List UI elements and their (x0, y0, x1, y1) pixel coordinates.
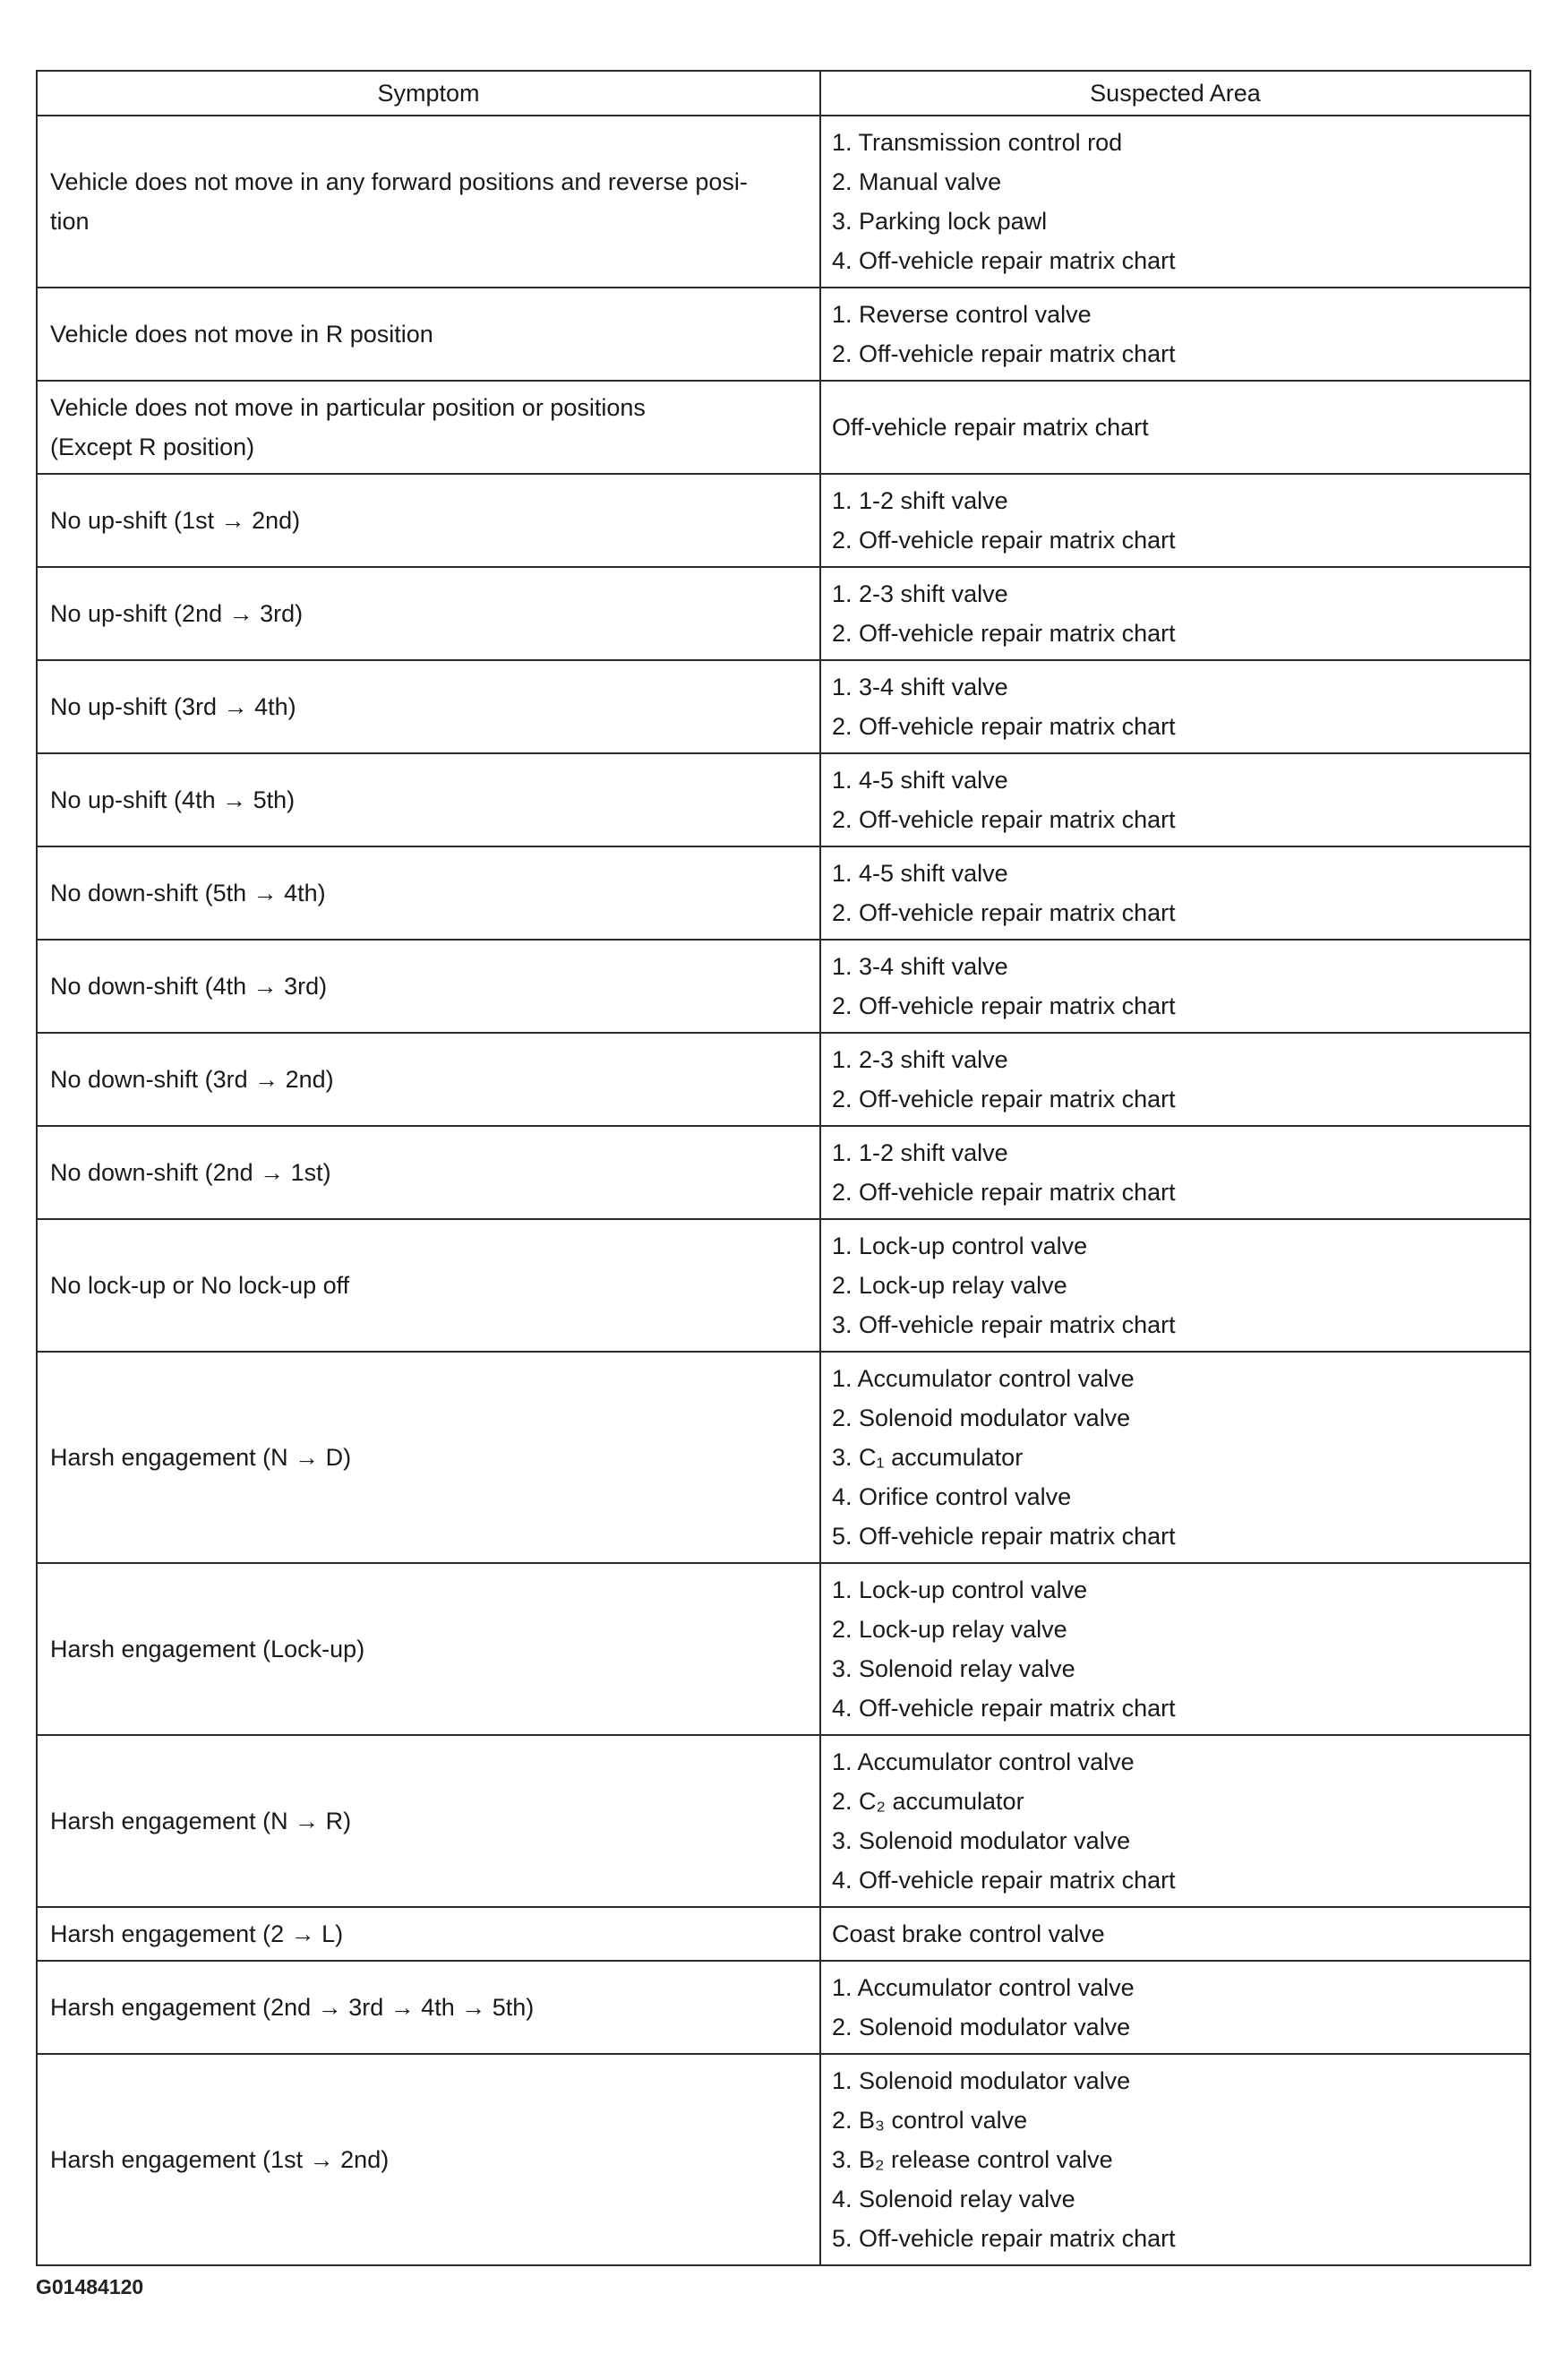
symptom-text: No down-shift (4th → 3rd) (50, 973, 328, 1000)
symptom-cell (37, 846, 820, 940)
suspected-area-item: 5. Off-vehicle repair matrix chart (832, 1523, 1176, 1550)
troubleshooting-table-container (36, 70, 1529, 2266)
symptom-text: (Except R position) (50, 434, 255, 460)
suspected-area-item: 2. Off-vehicle repair matrix chart (832, 1086, 1176, 1112)
symptom-cell (37, 116, 820, 288)
symptom-cell (37, 1219, 820, 1352)
table-row (37, 660, 1530, 753)
suspected-area-item: 3. Solenoid relay valve (832, 1655, 1075, 1682)
table-row (37, 1961, 1530, 2054)
symptom-text: No down-shift (2nd → 1st) (50, 1159, 331, 1186)
suspected-area-item: 4. Orifice control valve (832, 1483, 1072, 1510)
table-row (37, 116, 1530, 288)
suspected-area-cell (820, 567, 1530, 660)
suspected-area-item: 4. Solenoid relay valve (832, 2186, 1075, 2212)
suspected-area-item: 2. Off-vehicle repair matrix chart (832, 992, 1176, 1019)
symptom-cell (37, 1907, 820, 1961)
symptom-cell (37, 2054, 820, 2265)
header-symptom: Symptom (37, 71, 820, 116)
table-row (37, 753, 1530, 846)
symptom-text: Harsh engagement (Lock-up) (50, 1636, 365, 1662)
symptom-text: Vehicle does not move in particular position or positions (50, 394, 646, 421)
symptom-cell (37, 660, 820, 753)
suspected-area-item: 1. 2-3 shift valve (832, 1046, 1008, 1073)
figure-code: G01484120 (36, 2275, 144, 2298)
symptom-text: No up-shift (4th → 5th) (50, 786, 296, 813)
table-row (37, 1563, 1530, 1735)
suspected-area-item: 1. Accumulator control valve (832, 1748, 1135, 1775)
table-row (37, 846, 1530, 940)
suspected-area-cell (820, 288, 1530, 381)
table-row (37, 474, 1530, 567)
symptom-cell (37, 753, 820, 846)
suspected-area-item: 5. Off-vehicle repair matrix chart (832, 2225, 1176, 2252)
table-row (37, 1219, 1530, 1352)
suspected-area-cell (820, 1126, 1530, 1219)
table-row (37, 940, 1530, 1033)
suspected-area-item: 2. Off-vehicle repair matrix chart (832, 1179, 1176, 1206)
table-header-row (37, 71, 1530, 116)
suspected-area-cell (820, 1735, 1530, 1907)
symptom-cell (37, 940, 820, 1033)
symptom-text: tion (50, 208, 90, 235)
symptom-text: No down-shift (5th → 4th) (50, 880, 326, 906)
symptom-text: No up-shift (1st → 2nd) (50, 507, 301, 534)
suspected-area-item: 1. Transmission control rod (832, 129, 1123, 156)
suspected-area-cell (820, 474, 1530, 567)
table-row (37, 1352, 1530, 1563)
suspected-area-cell (820, 1907, 1530, 1961)
symptom-cell (37, 381, 820, 474)
suspected-area-item: 1. Reverse control valve (832, 301, 1092, 328)
table-row (37, 1735, 1530, 1907)
symptom-cell (37, 288, 820, 381)
symptom-cell (37, 1961, 820, 2054)
suspected-area-item: 4. Off-vehicle repair matrix chart (832, 1695, 1176, 1722)
suspected-area-item: 1. 2-3 shift valve (832, 580, 1008, 607)
suspected-area-cell (820, 1563, 1530, 1735)
suspected-area-item: 1. 3-4 shift valve (832, 674, 1008, 700)
table-row (37, 288, 1530, 381)
suspected-area-item: 4. Off-vehicle repair matrix chart (832, 247, 1176, 274)
suspected-area-item: Off-vehicle repair matrix chart (832, 414, 1149, 441)
symptom-text: Harsh engagement (2nd → 3rd → 4th → 5th) (50, 1994, 535, 2021)
suspected-area-cell (820, 381, 1530, 474)
table-row (37, 1126, 1530, 1219)
suspected-area-item: 2. Lock-up relay valve (832, 1272, 1067, 1299)
suspected-area-item: 1. 3-4 shift valve (832, 953, 1008, 980)
suspected-area-item: 1. 1-2 shift valve (832, 487, 1008, 514)
symptom-text: Harsh engagement (N → D) (50, 1444, 352, 1471)
suspected-area-item: 2. Solenoid modulator valve (832, 2014, 1131, 2040)
suspected-area-item: 2. Off-vehicle repair matrix chart (832, 340, 1176, 367)
suspected-area-item: 1. 4-5 shift valve (832, 767, 1008, 794)
symptom-cell (37, 474, 820, 567)
suspected-area-item: 2. Off-vehicle repair matrix chart (832, 899, 1176, 926)
symptom-cell (37, 1563, 820, 1735)
symptom-text: Harsh engagement (N → R) (50, 1808, 352, 1834)
symptom-cell (37, 1126, 820, 1219)
table-row (37, 381, 1530, 474)
suspected-area-item: 2. Solenoid modulator valve (832, 1405, 1131, 1431)
symptom-text: Harsh engagement (2 → L) (50, 1920, 344, 1947)
header-suspected-area: Suspected Area (820, 71, 1530, 116)
symptom-table (36, 70, 1531, 2266)
suspected-area-cell (820, 1352, 1530, 1563)
suspected-area-item: 4. Off-vehicle repair matrix chart (832, 1867, 1176, 1894)
suspected-area-item: 2. Off-vehicle repair matrix chart (832, 713, 1176, 740)
suspected-area-item: Coast brake control valve (832, 1920, 1105, 1947)
suspected-area-item: 2. Off-vehicle repair matrix chart (832, 806, 1176, 833)
table-body (37, 116, 1530, 2265)
symptom-cell (37, 1033, 820, 1126)
suspected-area-item: 1. Accumulator control valve (832, 1974, 1135, 2001)
suspected-area-item: 1. Lock-up control valve (832, 1233, 1088, 1259)
suspected-area-cell (820, 2054, 1530, 2265)
symptom-text: No up-shift (3rd → 4th) (50, 693, 296, 720)
suspected-area-item: 3. Solenoid modulator valve (832, 1827, 1131, 1854)
suspected-area-item: 2. B₃ control valve (832, 2107, 1028, 2134)
suspected-area-cell (820, 1219, 1530, 1352)
suspected-area-cell (820, 846, 1530, 940)
symptom-cell (37, 567, 820, 660)
suspected-area-item: 1. Lock-up control valve (832, 1576, 1088, 1603)
table-row (37, 1033, 1530, 1126)
suspected-area-cell (820, 1033, 1530, 1126)
suspected-area-item: 1. Solenoid modulator valve (832, 2067, 1131, 2094)
symptom-text: Harsh engagement (1st → 2nd) (50, 2146, 390, 2173)
suspected-area-item: 2. Off-vehicle repair matrix chart (832, 527, 1176, 554)
symptom-text: No lock-up or No lock-up off (50, 1272, 350, 1299)
suspected-area-item: 3. C₁ accumulator (832, 1444, 1024, 1471)
suspected-area-cell (820, 940, 1530, 1033)
suspected-area-item: 1. Accumulator control valve (832, 1365, 1135, 1392)
symptom-text: Vehicle does not move in R position (50, 321, 433, 348)
suspected-area-cell (820, 660, 1530, 753)
suspected-area-cell (820, 116, 1530, 288)
suspected-area-item: 2. Off-vehicle repair matrix chart (832, 620, 1176, 647)
suspected-area-item: 1. 4-5 shift valve (832, 860, 1008, 887)
suspected-area-item: 2. C₂ accumulator (832, 1788, 1024, 1815)
suspected-area-item: 3. B₂ release control valve (832, 2146, 1113, 2173)
symptom-cell (37, 1735, 820, 1907)
suspected-area-item: 2. Lock-up relay valve (832, 1616, 1067, 1643)
table-row (37, 567, 1530, 660)
symptom-text: Vehicle does not move in any forward positions and reverse posi- (50, 168, 748, 195)
symptom-text: No up-shift (2nd → 3rd) (50, 600, 304, 627)
suspected-area-item: 3. Off-vehicle repair matrix chart (832, 1311, 1176, 1338)
suspected-area-cell (820, 1961, 1530, 2054)
symptom-text: No down-shift (3rd → 2nd) (50, 1066, 334, 1093)
suspected-area-cell (820, 753, 1530, 846)
symptom-cell (37, 1352, 820, 1563)
suspected-area-item: 1. 1-2 shift valve (832, 1139, 1008, 1166)
suspected-area-item: 2. Manual valve (832, 168, 1002, 195)
table-row (37, 1907, 1530, 1961)
table-row (37, 2054, 1530, 2265)
suspected-area-item: 3. Parking lock pawl (832, 208, 1048, 235)
